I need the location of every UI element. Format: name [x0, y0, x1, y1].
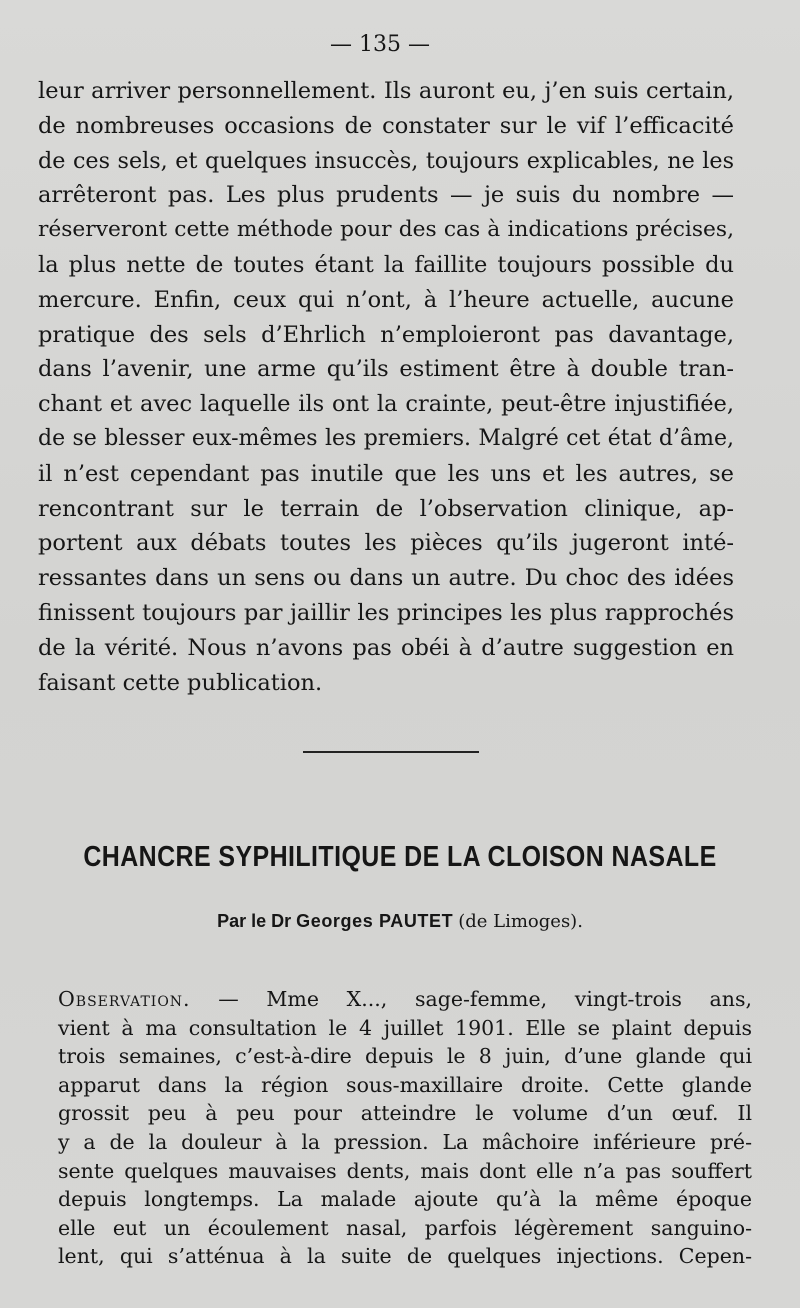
page-number: — 135 —: [330, 32, 430, 57]
text-line: y a de la douleur à la pression. La mâchoire inférieure pré-: [58, 1129, 752, 1154]
text-line: vient à ma consultation le 4 juillet 1901. Elle se plaint depuis: [58, 1015, 752, 1040]
text-line: pratique des sels d’Ehrlich n’emploieront pas davantage,: [38, 321, 734, 348]
paragraph-continued: [38, 74, 734, 700]
byline-prefix: Par le Dr: [217, 911, 292, 931]
text-line: de nombreuses occasions de constater sur le vif l’efficacité: [38, 112, 734, 139]
text-line: [58, 985, 752, 1014]
text-line: ressantes dans un sens ou dans un autre. Du choc des idées: [38, 565, 734, 592]
text-line: elle eut un écoulement nasal, parfois légèrement sanguino-: [58, 1215, 752, 1240]
text-line: il n’est cependant pas inutile que les uns et les autres, se: [38, 460, 734, 487]
text-line: dans l’avenir, une arme qu’ils estiment être à double tran-: [38, 356, 734, 383]
author-name: Georges PAUTET: [296, 911, 454, 931]
section-divider: [303, 751, 479, 753]
text-line: de se blesser eux-mêmes les premiers. Malgré cet état d’âme,: [38, 425, 734, 451]
text-line: rencontrant sur le terrain de l’observation clinique, ap-: [38, 495, 734, 522]
article-byline: [0, 911, 800, 932]
text-line: leur arriver personnellement. Ils auront eu, j’en suis certain,: [38, 78, 734, 104]
text-line: la plus nette de toutes étant la faillite toujours possible du: [38, 251, 734, 278]
text-line: mercure. Enfin, ceux qui n’ont, à l’heure actuelle, aucune: [38, 286, 734, 313]
article-title: CHANCRE SYPHILITIQUE DE LA CLOISON NASALE: [83, 841, 717, 873]
text-line: finissent toujours par jaillir les principes les plus rapprochés: [38, 599, 734, 626]
text-line: arrêteront pas. Les plus prudents — je suis du nombre —: [38, 182, 734, 209]
observation-paragraph: [58, 985, 752, 1271]
author-place: (de Limoges).: [458, 911, 583, 932]
text-line: trois semaines, c’est-à-dire depuis le 8 juin, d’une glande qui: [58, 1044, 752, 1069]
text-line: de ces sels, et quelques insuccès, toujours explicables, ne les: [38, 147, 734, 174]
text-line: réserveront cette méthode pour des cas à indications précises,: [38, 217, 734, 243]
text-line: chant et avec laquelle ils ont la crainte, peut-être injustifiée,: [38, 391, 734, 418]
text-line: depuis longtemps. La malade ajoute qu’à la même époque: [58, 1187, 752, 1212]
text-line: sente quelques mauvaises dents, mais dont elle n’a pas souffert: [58, 1158, 752, 1183]
text-line: portent aux débats toutes les pièces qu’ils jugeront inté-: [38, 530, 734, 557]
text-line: faisant cette publication.: [38, 669, 323, 696]
text-line: de la vérité. Nous n’avons pas obéi à d’autre suggestion en: [38, 634, 734, 661]
text-line: apparut dans la région sous-maxillaire droite. Cette glande: [58, 1072, 752, 1097]
observation-label: Observation.: [58, 987, 191, 1011]
observation-first-line: — Mme X..., sage-femme, vingt-trois ans,: [190, 987, 752, 1011]
text-line: grossit peu à peu pour atteindre le volume d’un œuf. Il: [58, 1101, 752, 1126]
text-line: lent, qui s’atténua à la suite de quelques injections. Cepen-: [58, 1244, 752, 1269]
